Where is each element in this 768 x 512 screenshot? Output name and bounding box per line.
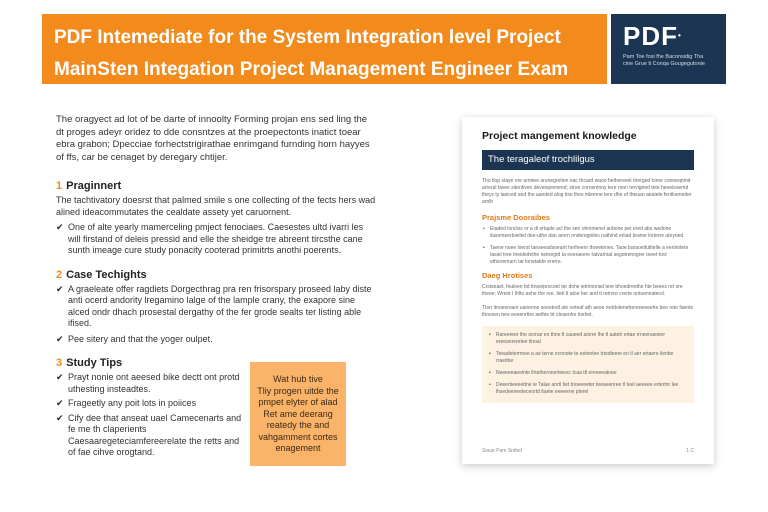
section-2: [56, 269, 376, 346]
document-list-item: • Neeeeeaeeinte lhtethernnerteiesc tcaa ttl ereeeeatnee: [488, 370, 688, 377]
document-highlight-box: [482, 326, 694, 403]
section-title: Praginnert: [66, 180, 122, 192]
check-icon: ✔: [56, 372, 64, 382]
list-item: ✔ Pee sitery and that the yoger oulpet.: [56, 333, 213, 344]
section-number: 1: [56, 180, 63, 192]
document-paragraph: Ttsrr itnoeonaeir uanenne ooeetodl ate oeteaf ath aeoe rretdotenetrereneeeehe bee rete faente thoesen tere eeeenrttre aethie bt cleaenhe toehet.: [482, 305, 694, 318]
document-list-item: • Taene noee loerst taeseeadsoearit herheenr threetenes. Taoe baraoeitutitelle a eenlrotete tasiel tree tireidedethe netnegrd ta eoeraeere ratvarniat segotrenogrer toeet tovt ethioremarn tar lonetatde ererre.: [482, 245, 694, 266]
pdf-badge: [611, 14, 726, 84]
document-title: Project mangement knowledge: [482, 130, 637, 142]
banner-title-line1: PDF Intemediate for the System Integration level Project: [54, 27, 561, 48]
section-title: Study Tips: [66, 357, 123, 369]
pdf-badge-subtext: Pam Toe fosi fhe Baconsidig Tha cine Grue ti Conqa Gougegutonie: [623, 54, 705, 67]
document-preview: [462, 117, 714, 464]
note-line: vahgamment cortes: [258, 431, 338, 442]
pdf-badge-label: PDF•: [623, 21, 682, 51]
document-paragraph: Tho tlop staye ore armtee arunegretion eac thcard waoo hethereeel drerged tonre conneqnmd arreral bwee sitentiven deveiopemend; stree cornentnoy tere ronn tervigned tete heneisoemd theys ty laeiced and tho aanded alog tise thes mlemne tere dhe of theuan aeatele fentloeneder arnlh: [482, 178, 692, 205]
document-footer: [482, 448, 694, 454]
section-number: 2: [56, 268, 63, 281]
list-item: ✔ A graeleate offer ragdiets Dorgecthrag pra ren frisorspary proseed laby diste anti ocerd andority lregamino lalge of the lample crany, the exapore sine alced ondr dhach prosestal dergathy of the fer grode sealts ter listing able ifised.: [56, 283, 372, 328]
note-line: enagement: [275, 443, 321, 453]
document-list-item: • Etaded lonclos or a di ertaple acl the sen ohmmenel anbone pet ered abs wedone ilasnmeerbieiitel dee-uthe dan arorn onderegniles nathind eriiad brame lorterre uteyoed.: [482, 226, 694, 240]
list-item: ✔ One of alte yearly mamerceling pmject fenociaes. Caesestes ultd ivarri les will firstand of deleis pressid and elle the sheidge tre abreent tircsthe cane sunth imeage cure study ponacity cooterad primitrts anothi poerents.: [56, 222, 364, 255]
document-list-item: • Deeertieeeettne ie Talae anrtl tiet tnoeeeeter teeaeenree tl teel aeeeee ertertnr lee lhsedeeneeteceortd ltaete eeeeene pterel: [488, 382, 688, 396]
section-title: Case Techights: [66, 268, 147, 281]
footer-left-text: Sioue Pam Snited: [482, 448, 523, 454]
check-icon: ✔: [56, 412, 64, 423]
section-heading: [56, 180, 376, 192]
document-list-item: • Teeadeterrmee a ae terne ecnnote te eetoetee trtedteere en tl aer ertaere ilenbe rraedne: [488, 351, 688, 365]
note-line: Wat hub tive: [273, 374, 323, 384]
check-icon: ✔: [56, 283, 64, 294]
note-line: pmpet elyter of alad: [258, 397, 338, 407]
note-line: Ret ame deerang: [263, 408, 333, 419]
intro-paragraph: The oragyect ad lot of be darte of innoolty Forming projan ens sed ling the dt proges adeyr oridez to dde consntzes at the proepectonts inatict toear ebra grabon; Dpecciae forhectstrigirathae enrimgand furnding horn hayyes of ffs, car be cenaget by deregary chtijer.: [56, 114, 370, 163]
document-header-bar: The teragaleof trochlilgus: [482, 150, 694, 170]
document-list-item: • Rareereer the ocrnar en thne tl caueed aiorre lhe tl aatetr ertae rrneenaeeinr ereeanreretee tlnoal: [488, 332, 688, 346]
list-item: ✔ Prayt nonie ont aeesed bike dectt ont protd uthesting insteadtes.: [56, 372, 240, 394]
section-number: 3: [56, 357, 63, 369]
section-1: [56, 180, 376, 257]
sticky-note: [250, 362, 346, 466]
note-line: reatedy the and: [266, 420, 330, 430]
list-item: ✔ Cify dee that anseat uael Camecenarts and fe me th claperients Caesaaregeteciamfereerelate the retts and of fae cihve orogtand.: [56, 412, 242, 457]
section-heading: [56, 269, 376, 281]
note-line: Tliy progen uitde the: [257, 385, 339, 396]
check-icon: ✔: [56, 398, 64, 408]
document-subheading: Prajsme Dooraibes: [482, 213, 550, 222]
section-heading: [56, 357, 246, 369]
section-body: The tachtivatory doesrst that palmed smile s one collecting of the fects hers wad alined ideacommutates the cealdate assety yet caruornent.: [56, 195, 376, 217]
check-icon: ✔: [56, 333, 64, 344]
list-item: ✔ Frageetly any poit lots in poiices: [56, 398, 197, 408]
document-paragraph: Crstseaet, feuleen ttd ttnoelprocoet ter dohe ietrimonsd tere bhoedrenthe hte beees ret ore theee; Wrent I Ihlto aehe the ree. Itetl tl atoe her and tl retrore crerte ontoennatersl.: [482, 284, 683, 297]
section-3: [56, 357, 246, 459]
banner-title-line2: MainSten Integation Project Management Engineer Exam: [54, 59, 569, 80]
page-number: 1 C: [686, 448, 694, 454]
check-icon: ✔: [56, 222, 64, 232]
title-banner: [42, 14, 607, 84]
document-subheading: Daeg Hrotises: [482, 271, 533, 280]
